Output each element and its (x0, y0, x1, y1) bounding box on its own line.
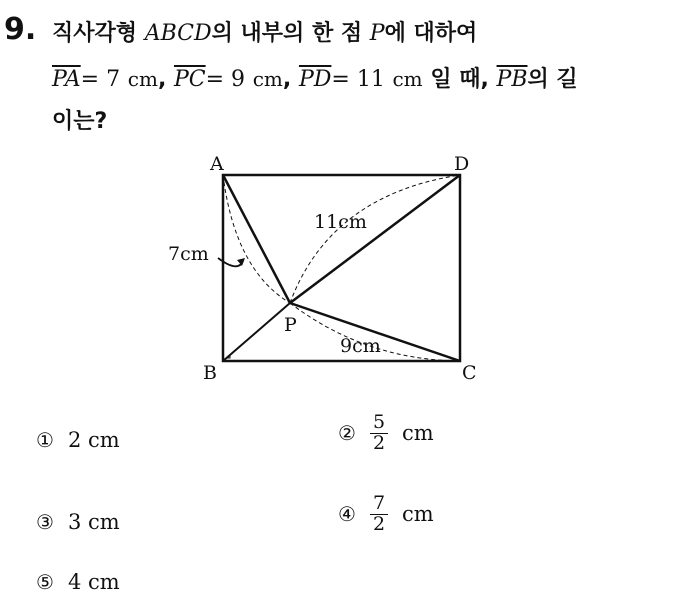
option-3[interactable] (36, 510, 120, 534)
option-2-numerator: 5 (370, 413, 388, 434)
segment-pa: $\overline{PA}$ (52, 67, 81, 92)
label-d: D (454, 153, 470, 175)
text-rectangle: 직사각형 (52, 21, 138, 46)
rectangle-figure (150, 140, 510, 385)
label-pa-length: 7cm (168, 243, 209, 265)
value-pd: = 11 (331, 67, 385, 92)
text-length: 의 길 (527, 67, 578, 92)
option-1[interactable] (36, 428, 120, 452)
option-4-marker: ④ (338, 502, 356, 527)
text-when: 일 때, (430, 67, 489, 92)
option-4[interactable] (338, 494, 434, 535)
question-number: 9. (4, 12, 37, 47)
label-pd-length: 11cm (314, 211, 367, 233)
option-4-numerator: 7 (370, 494, 388, 515)
segment-pd-line (290, 175, 460, 303)
comma-1: , (157, 67, 167, 92)
option-2-fraction (370, 413, 388, 454)
arrowhead (237, 258, 245, 266)
question-line-3: 이는? (52, 109, 108, 134)
option-2-denominator: 2 (372, 431, 386, 454)
label-a: A (210, 153, 224, 175)
option-2-unit: cm (402, 421, 434, 446)
option-5[interactable] (36, 570, 120, 594)
option-5-answer: 4 cm (67, 570, 120, 594)
unit-pd: cm (392, 67, 423, 91)
segment-pc: $\overline{PC}$ (173, 67, 206, 92)
value-pc: = 9 (205, 67, 246, 92)
option-2[interactable] (338, 413, 434, 454)
point-name: P (369, 21, 385, 46)
option-4-denominator: 2 (372, 512, 386, 535)
text-interior-point: 의 내부의 한 점 (211, 21, 363, 46)
option-3-answer: 3 cm (67, 510, 120, 534)
value-pa: = 7 (80, 67, 121, 92)
segment-pa-line (223, 175, 290, 303)
option-1-answer: 2 cm (67, 428, 120, 452)
label-b: B (203, 362, 217, 384)
option-4-unit: cm (402, 502, 434, 527)
question-line-2 (52, 62, 578, 93)
segment-pb-line (223, 303, 290, 361)
unit-pa: cm (127, 67, 158, 91)
label-c: C (462, 362, 477, 384)
text-about: 에 대하여 (384, 21, 478, 46)
label-p: P (284, 314, 297, 336)
segment-pd: $\overline{PD}$ (298, 67, 332, 92)
option-2-marker: ② (338, 421, 356, 446)
option-3-marker: ③ (36, 510, 54, 534)
option-5-marker: ⑤ (36, 570, 54, 594)
question-line-1 (52, 16, 477, 47)
rectangle-name: ABCD (144, 21, 212, 46)
unit-pc: cm (252, 67, 283, 91)
option-4-fraction (370, 494, 388, 535)
segment-pb: $\overline{PB}$ (496, 67, 528, 92)
option-1-marker: ① (36, 428, 54, 452)
label-pc-length: 9cm (340, 335, 381, 357)
comma-2: , (282, 67, 292, 92)
